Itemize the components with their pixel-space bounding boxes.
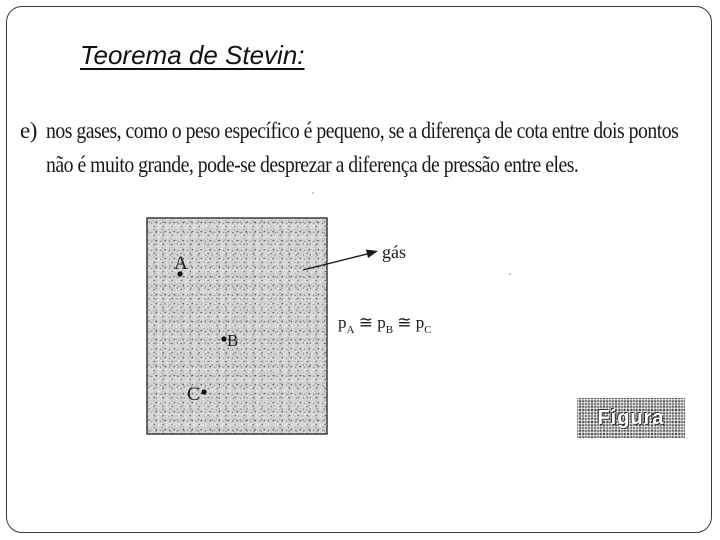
figure-badge [577, 398, 685, 438]
point-b-dot [221, 336, 226, 341]
slide-title: Teorema de Stevin: [80, 40, 305, 70]
point-a-label: A [174, 253, 188, 274]
item-letter: e) [20, 118, 37, 143]
item-text-line-2: não é muito grande, pode-se desprezar a diferença de pressão entre eles. [46, 152, 579, 177]
pressure-equation: $p_A$ ≅ $p_B$ ≅ $p_C$ [338, 313, 432, 336]
item-text-line-1: nos gases, como o peso específico é pequeno, se a diferença de cota entre dois pontos [46, 118, 679, 143]
arrowhead-icon [366, 250, 378, 259]
gas-label: gás [382, 242, 406, 262]
point-b-label: B [227, 331, 239, 350]
point-c-label: C [187, 384, 200, 405]
figure-badge-label: Figura [597, 406, 665, 429]
point-c-dot [201, 389, 206, 394]
